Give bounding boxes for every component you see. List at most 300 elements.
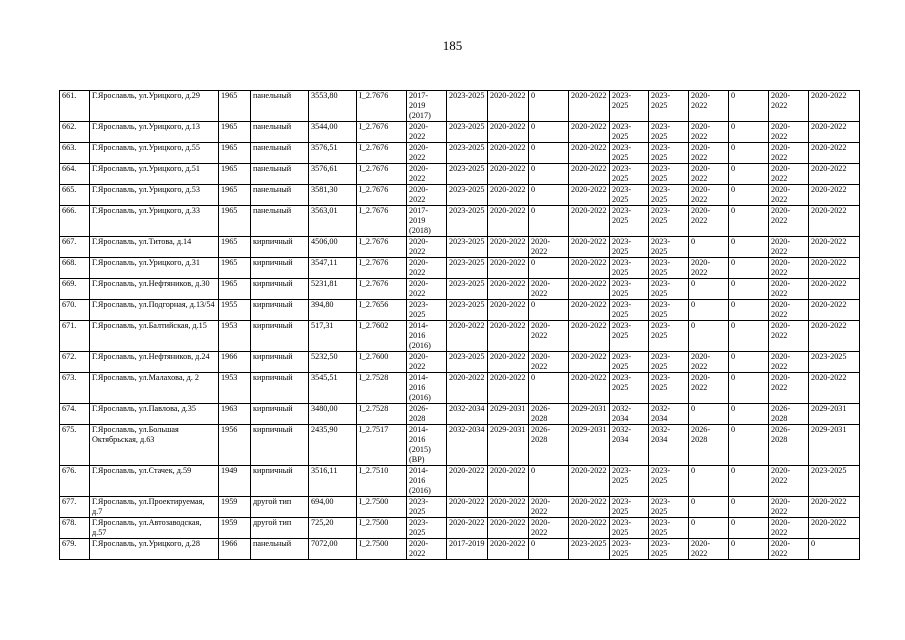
area-cell: 2435,90 bbox=[309, 425, 357, 466]
period-cell-8: 0 bbox=[689, 518, 729, 539]
year-cell: 1959 bbox=[219, 518, 251, 539]
period-cell-7: 2023-2025 bbox=[649, 122, 689, 143]
code-cell: I_2.7528 bbox=[357, 373, 407, 404]
code-cell: I_2.7676 bbox=[357, 206, 407, 237]
year-cell: 1953 bbox=[219, 373, 251, 404]
period-cell-10: 2020-2022 bbox=[769, 352, 809, 373]
period-cell-1: 2014-2016 (2015) (ВР) bbox=[407, 425, 447, 466]
year-cell: 1949 bbox=[219, 466, 251, 497]
period-cell-8: 2020-2022 bbox=[689, 143, 729, 164]
period-cell-1: 2020-2022 bbox=[407, 352, 447, 373]
period-cell-8: 0 bbox=[689, 321, 729, 352]
period-cell-10: 2020-2022 bbox=[769, 373, 809, 404]
period-cell-10: 2020-2022 bbox=[769, 143, 809, 164]
period-cell-2: 2023-2025 bbox=[447, 279, 488, 300]
year-cell: 1965 bbox=[219, 91, 251, 122]
period-cell-3: 2020-2022 bbox=[488, 279, 529, 300]
period-cell-1: 2017-2019 (2018) bbox=[407, 206, 447, 237]
table-row bbox=[60, 91, 860, 122]
period-cell-11: 2020-2022 bbox=[809, 185, 860, 206]
code-cell: I_2.7676 bbox=[357, 258, 407, 279]
period-cell-2: 2023-2025 bbox=[447, 352, 488, 373]
address-cell: Г.Ярославль, ул.Урицкого, д.33 bbox=[90, 206, 219, 237]
period-cell-11: 2020-2022 bbox=[809, 279, 860, 300]
period-cell-11: 2020-2022 bbox=[809, 143, 860, 164]
period-cell-2: 2020-2022 bbox=[447, 466, 488, 497]
code-cell: I_2.7602 bbox=[357, 321, 407, 352]
period-cell-11: 2023-2025 bbox=[809, 466, 860, 497]
period-cell-1: 2014-2016 (2016) bbox=[407, 466, 447, 497]
period-cell-1: 2020-2022 bbox=[407, 143, 447, 164]
period-cell-5: 2020-2022 bbox=[569, 373, 610, 404]
period-cell-10: 2020-2022 bbox=[769, 466, 809, 497]
period-cell-10: 2020-2022 bbox=[769, 237, 809, 258]
row-number: 661. bbox=[60, 91, 90, 122]
code-cell: I_2.7600 bbox=[357, 352, 407, 373]
period-cell-7: 2023-2025 bbox=[649, 539, 689, 560]
area-cell: 3581,30 bbox=[309, 185, 357, 206]
material-cell: кирпичный bbox=[251, 373, 309, 404]
period-cell-3: 2020-2022 bbox=[488, 352, 529, 373]
period-cell-2: 2023-2025 bbox=[447, 91, 488, 122]
period-cell-11: 2023-2025 bbox=[809, 352, 860, 373]
period-cell-11: 2029-2031 bbox=[809, 404, 860, 425]
period-cell-5: 2020-2022 bbox=[569, 518, 610, 539]
period-cell-2: 2020-2022 bbox=[447, 373, 488, 404]
period-cell-8: 2026-2028 bbox=[689, 425, 729, 466]
table-row bbox=[60, 404, 860, 425]
building-repair-table bbox=[59, 90, 860, 560]
period-cell-1: 2020-2022 bbox=[407, 185, 447, 206]
period-cell-9: 0 bbox=[729, 518, 769, 539]
area-cell: 7072,00 bbox=[309, 539, 357, 560]
period-cell-10: 2020-2022 bbox=[769, 164, 809, 185]
period-cell-3: 2020-2022 bbox=[488, 91, 529, 122]
period-cell-3: 2020-2022 bbox=[488, 518, 529, 539]
period-cell-5: 2020-2022 bbox=[569, 91, 610, 122]
period-cell-10: 2020-2022 bbox=[769, 258, 809, 279]
code-cell: I_2.7676 bbox=[357, 164, 407, 185]
period-cell-5: 2029-2031 bbox=[569, 425, 610, 466]
period-cell-4: 2020-2022 bbox=[529, 518, 569, 539]
table-row bbox=[60, 321, 860, 352]
table-row bbox=[60, 185, 860, 206]
period-cell-1: 2020-2022 bbox=[407, 164, 447, 185]
period-cell-7: 2023-2025 bbox=[649, 518, 689, 539]
period-cell-6: 2023-2025 bbox=[610, 258, 649, 279]
period-cell-10: 2020-2022 bbox=[769, 539, 809, 560]
period-cell-9: 0 bbox=[729, 425, 769, 466]
address-cell: Г.Ярославль, ул.Малахова, д. 2 bbox=[90, 373, 219, 404]
row-number: 671. bbox=[60, 321, 90, 352]
period-cell-8: 0 bbox=[689, 300, 729, 321]
period-cell-2: 2023-2025 bbox=[447, 258, 488, 279]
period-cell-8: 2020-2022 bbox=[689, 122, 729, 143]
table-row bbox=[60, 466, 860, 497]
period-cell-10: 2020-2022 bbox=[769, 279, 809, 300]
period-cell-9: 0 bbox=[729, 206, 769, 237]
code-cell: I_2.7676 bbox=[357, 143, 407, 164]
period-cell-11: 2020-2022 bbox=[809, 237, 860, 258]
row-number: 679. bbox=[60, 539, 90, 560]
period-cell-2: 2020-2022 bbox=[447, 321, 488, 352]
row-number: 676. bbox=[60, 466, 90, 497]
period-cell-1: 2023-2025 bbox=[407, 497, 447, 518]
period-cell-1: 2023-2025 bbox=[407, 518, 447, 539]
area-cell: 725,20 bbox=[309, 518, 357, 539]
period-cell-8: 2020-2022 bbox=[689, 352, 729, 373]
period-cell-8: 2020-2022 bbox=[689, 164, 729, 185]
period-cell-9: 0 bbox=[729, 185, 769, 206]
period-cell-4: 2020-2022 bbox=[529, 279, 569, 300]
table-row bbox=[60, 237, 860, 258]
period-cell-10: 2026-2028 bbox=[769, 425, 809, 466]
period-cell-10: 2020-2022 bbox=[769, 497, 809, 518]
period-cell-1: 2023-2025 bbox=[407, 300, 447, 321]
period-cell-3: 2020-2022 bbox=[488, 237, 529, 258]
address-cell: Г.Ярославль, ул.Проектируемая, д.7 bbox=[90, 497, 219, 518]
year-cell: 1965 bbox=[219, 258, 251, 279]
material-cell: панельный bbox=[251, 539, 309, 560]
area-cell: 5232,50 bbox=[309, 352, 357, 373]
period-cell-5: 2020-2022 bbox=[569, 497, 610, 518]
period-cell-2: 2023-2025 bbox=[447, 164, 488, 185]
period-cell-6: 2032-2034 bbox=[610, 404, 649, 425]
area-cell: 517,31 bbox=[309, 321, 357, 352]
period-cell-5: 2020-2022 bbox=[569, 237, 610, 258]
period-cell-1: 2017-2019 (2017) bbox=[407, 91, 447, 122]
material-cell: другой тип bbox=[251, 518, 309, 539]
period-cell-7: 2023-2025 bbox=[649, 91, 689, 122]
address-cell: Г.Ярославль, ул.Урицкого, д.55 bbox=[90, 143, 219, 164]
period-cell-4: 0 bbox=[529, 164, 569, 185]
period-cell-11: 2029-2031 bbox=[809, 425, 860, 466]
material-cell: кирпичный bbox=[251, 466, 309, 497]
period-cell-11: 2020-2022 bbox=[809, 300, 860, 321]
period-cell-4: 2026-2028 bbox=[529, 404, 569, 425]
period-cell-9: 0 bbox=[729, 373, 769, 404]
period-cell-3: 2020-2022 bbox=[488, 466, 529, 497]
period-cell-5: 2020-2022 bbox=[569, 466, 610, 497]
period-cell-1: 2014-2016 (2016) bbox=[407, 373, 447, 404]
period-cell-6: 2023-2025 bbox=[610, 300, 649, 321]
table-row bbox=[60, 122, 860, 143]
code-cell: I_2.7500 bbox=[357, 539, 407, 560]
table-row bbox=[60, 518, 860, 539]
period-cell-2: 2023-2025 bbox=[447, 237, 488, 258]
period-cell-3: 2020-2022 bbox=[488, 258, 529, 279]
period-cell-1: 2020-2022 bbox=[407, 279, 447, 300]
year-cell: 1966 bbox=[219, 352, 251, 373]
period-cell-5: 2020-2022 bbox=[569, 300, 610, 321]
row-number: 678. bbox=[60, 518, 90, 539]
address-cell: Г.Ярославль, ул.Павлова, д.35 bbox=[90, 404, 219, 425]
period-cell-4: 0 bbox=[529, 466, 569, 497]
period-cell-6: 2023-2025 bbox=[610, 185, 649, 206]
period-cell-4: 2020-2022 bbox=[529, 497, 569, 518]
period-cell-8: 2020-2022 bbox=[689, 206, 729, 237]
area-cell: 4506,00 bbox=[309, 237, 357, 258]
period-cell-7: 2032-2034 bbox=[649, 425, 689, 466]
year-cell: 1963 bbox=[219, 404, 251, 425]
area-cell: 394,80 bbox=[309, 300, 357, 321]
period-cell-6: 2032-2034 bbox=[610, 425, 649, 466]
material-cell: панельный bbox=[251, 143, 309, 164]
area-cell: 3544,00 bbox=[309, 122, 357, 143]
year-cell: 1965 bbox=[219, 143, 251, 164]
address-cell: Г.Ярославль, ул.Балтийская, д.15 bbox=[90, 321, 219, 352]
table-row bbox=[60, 300, 860, 321]
period-cell-3: 2020-2022 bbox=[488, 321, 529, 352]
period-cell-5: 2020-2022 bbox=[569, 206, 610, 237]
period-cell-8: 2020-2022 bbox=[689, 539, 729, 560]
row-number: 663. bbox=[60, 143, 90, 164]
row-number: 673. bbox=[60, 373, 90, 404]
period-cell-5: 2020-2022 bbox=[569, 258, 610, 279]
period-cell-9: 0 bbox=[729, 497, 769, 518]
address-cell: Г.Ярославль, ул.Подгорная, д.13/54 bbox=[90, 300, 219, 321]
period-cell-7: 2023-2025 bbox=[649, 164, 689, 185]
address-cell: Г.Ярославль, ул.Урицкого, д.29 bbox=[90, 91, 219, 122]
period-cell-8: 0 bbox=[689, 497, 729, 518]
period-cell-3: 2020-2022 bbox=[488, 143, 529, 164]
period-cell-3: 2020-2022 bbox=[488, 373, 529, 404]
period-cell-4: 2026-2028 bbox=[529, 425, 569, 466]
period-cell-4: 0 bbox=[529, 185, 569, 206]
area-cell: 3516,11 bbox=[309, 466, 357, 497]
period-cell-10: 2020-2022 bbox=[769, 206, 809, 237]
material-cell: кирпичный bbox=[251, 237, 309, 258]
period-cell-4: 0 bbox=[529, 122, 569, 143]
period-cell-6: 2023-2025 bbox=[610, 122, 649, 143]
period-cell-3: 2029-2031 bbox=[488, 404, 529, 425]
period-cell-7: 2023-2025 bbox=[649, 143, 689, 164]
period-cell-7: 2032-2034 bbox=[649, 404, 689, 425]
period-cell-7: 2023-2025 bbox=[649, 321, 689, 352]
period-cell-6: 2023-2025 bbox=[610, 279, 649, 300]
period-cell-11: 2020-2022 bbox=[809, 206, 860, 237]
row-number: 675. bbox=[60, 425, 90, 466]
code-cell: I_2.7676 bbox=[357, 237, 407, 258]
row-number: 674. bbox=[60, 404, 90, 425]
period-cell-3: 2020-2022 bbox=[488, 539, 529, 560]
period-cell-2: 2023-2025 bbox=[447, 122, 488, 143]
row-number: 670. bbox=[60, 300, 90, 321]
table-row bbox=[60, 539, 860, 560]
period-cell-5: 2023-2025 bbox=[569, 539, 610, 560]
period-cell-9: 0 bbox=[729, 466, 769, 497]
period-cell-7: 2023-2025 bbox=[649, 466, 689, 497]
period-cell-7: 2023-2025 bbox=[649, 373, 689, 404]
period-cell-4: 2020-2022 bbox=[529, 352, 569, 373]
period-cell-8: 0 bbox=[689, 466, 729, 497]
period-cell-7: 2023-2025 bbox=[649, 185, 689, 206]
code-cell: I_2.7500 bbox=[357, 518, 407, 539]
year-cell: 1953 bbox=[219, 321, 251, 352]
period-cell-2: 2023-2025 bbox=[447, 300, 488, 321]
address-cell: Г.Ярославль, ул.Нефтяников, д.24 bbox=[90, 352, 219, 373]
period-cell-11: 0 bbox=[809, 539, 860, 560]
row-number: 677. bbox=[60, 497, 90, 518]
period-cell-9: 0 bbox=[729, 237, 769, 258]
period-cell-7: 2023-2025 bbox=[649, 300, 689, 321]
code-cell: I_2.7676 bbox=[357, 185, 407, 206]
year-cell: 1965 bbox=[219, 206, 251, 237]
year-cell: 1965 bbox=[219, 279, 251, 300]
period-cell-5: 2029-2031 bbox=[569, 404, 610, 425]
period-cell-9: 0 bbox=[729, 279, 769, 300]
table-row bbox=[60, 352, 860, 373]
period-cell-5: 2020-2022 bbox=[569, 352, 610, 373]
period-cell-1: 2026-2028 bbox=[407, 404, 447, 425]
period-cell-10: 2020-2022 bbox=[769, 91, 809, 122]
material-cell: кирпичный bbox=[251, 404, 309, 425]
address-cell: Г.Ярославль, ул.Урицкого, д.51 bbox=[90, 164, 219, 185]
page-number: 185 bbox=[442, 38, 463, 53]
code-cell: I_2.7676 bbox=[357, 122, 407, 143]
material-cell: кирпичный bbox=[251, 258, 309, 279]
area-cell: 3480,00 bbox=[309, 404, 357, 425]
code-cell: I_2.7500 bbox=[357, 497, 407, 518]
period-cell-11: 2020-2022 bbox=[809, 497, 860, 518]
period-cell-1: 2020-2022 bbox=[407, 122, 447, 143]
year-cell: 1965 bbox=[219, 164, 251, 185]
period-cell-4: 0 bbox=[529, 143, 569, 164]
period-cell-3: 2020-2022 bbox=[488, 206, 529, 237]
address-cell: Г.Ярославль, ул.Урицкого, д.28 bbox=[90, 539, 219, 560]
period-cell-9: 0 bbox=[729, 321, 769, 352]
period-cell-1: 2014-2016 (2016) bbox=[407, 321, 447, 352]
period-cell-10: 2020-2022 bbox=[769, 518, 809, 539]
period-cell-7: 2023-2025 bbox=[649, 206, 689, 237]
table-body bbox=[60, 91, 860, 560]
period-cell-11: 2020-2022 bbox=[809, 373, 860, 404]
area-cell: 3563,01 bbox=[309, 206, 357, 237]
area-cell: 694,00 bbox=[309, 497, 357, 518]
period-cell-11: 2020-2022 bbox=[809, 321, 860, 352]
area-cell: 3576,61 bbox=[309, 164, 357, 185]
table-row bbox=[60, 497, 860, 518]
period-cell-7: 2023-2025 bbox=[649, 279, 689, 300]
period-cell-7: 2023-2025 bbox=[649, 258, 689, 279]
period-cell-5: 2020-2022 bbox=[569, 143, 610, 164]
period-cell-2: 2023-2025 bbox=[447, 143, 488, 164]
code-cell: I_2.7517 bbox=[357, 425, 407, 466]
year-cell: 1965 bbox=[219, 185, 251, 206]
period-cell-3: 2020-2022 bbox=[488, 300, 529, 321]
table-row bbox=[60, 373, 860, 404]
period-cell-10: 2020-2022 bbox=[769, 321, 809, 352]
period-cell-3: 2020-2022 bbox=[488, 497, 529, 518]
period-cell-3: 2020-2022 bbox=[488, 164, 529, 185]
period-cell-9: 0 bbox=[729, 404, 769, 425]
period-cell-6: 2023-2025 bbox=[610, 539, 649, 560]
period-cell-6: 2023-2025 bbox=[610, 497, 649, 518]
area-cell: 3576,51 bbox=[309, 143, 357, 164]
material-cell: кирпичный bbox=[251, 321, 309, 352]
material-cell: панельный bbox=[251, 185, 309, 206]
period-cell-1: 2020-2022 bbox=[407, 258, 447, 279]
table-row bbox=[60, 279, 860, 300]
period-cell-9: 0 bbox=[729, 258, 769, 279]
period-cell-11: 2020-2022 bbox=[809, 164, 860, 185]
code-cell: I_2.7528 bbox=[357, 404, 407, 425]
material-cell: кирпичный bbox=[251, 425, 309, 466]
row-number: 665. bbox=[60, 185, 90, 206]
period-cell-10: 2020-2022 bbox=[769, 185, 809, 206]
period-cell-3: 2029-2031 bbox=[488, 425, 529, 466]
row-number: 667. bbox=[60, 237, 90, 258]
period-cell-5: 2020-2022 bbox=[569, 185, 610, 206]
period-cell-7: 2023-2025 bbox=[649, 497, 689, 518]
area-cell: 5231,81 bbox=[309, 279, 357, 300]
period-cell-5: 2020-2022 bbox=[569, 122, 610, 143]
period-cell-4: 2020-2022 bbox=[529, 237, 569, 258]
period-cell-5: 2020-2022 bbox=[569, 279, 610, 300]
table-row bbox=[60, 258, 860, 279]
code-cell: I_2.7510 bbox=[357, 466, 407, 497]
period-cell-4: 0 bbox=[529, 258, 569, 279]
period-cell-1: 2020-2022 bbox=[407, 237, 447, 258]
period-cell-10: 2020-2022 bbox=[769, 122, 809, 143]
period-cell-8: 0 bbox=[689, 237, 729, 258]
period-cell-11: 2020-2022 bbox=[809, 258, 860, 279]
material-cell: кирпичный bbox=[251, 300, 309, 321]
year-cell: 1965 bbox=[219, 122, 251, 143]
row-number: 669. bbox=[60, 279, 90, 300]
period-cell-2: 2023-2025 bbox=[447, 185, 488, 206]
period-cell-4: 0 bbox=[529, 373, 569, 404]
period-cell-8: 2020-2022 bbox=[689, 373, 729, 404]
material-cell: панельный bbox=[251, 164, 309, 185]
period-cell-6: 2023-2025 bbox=[610, 206, 649, 237]
code-cell: I_2.7676 bbox=[357, 279, 407, 300]
period-cell-4: 0 bbox=[529, 206, 569, 237]
code-cell: I_2.7676 bbox=[357, 91, 407, 122]
period-cell-2: 2017-2019 bbox=[447, 539, 488, 560]
period-cell-8: 0 bbox=[689, 404, 729, 425]
address-cell: Г.Ярославль, ул.Урицкого, д.31 bbox=[90, 258, 219, 279]
period-cell-2: 2020-2022 bbox=[447, 518, 488, 539]
address-cell: Г.Ярославль, ул.Урицкого, д.53 bbox=[90, 185, 219, 206]
period-cell-2: 2032-2034 bbox=[447, 425, 488, 466]
period-cell-6: 2023-2025 bbox=[610, 237, 649, 258]
period-cell-9: 0 bbox=[729, 164, 769, 185]
period-cell-10: 2026-2028 bbox=[769, 404, 809, 425]
material-cell: панельный bbox=[251, 91, 309, 122]
period-cell-1: 2020-2022 bbox=[407, 539, 447, 560]
period-cell-4: 2020-2022 bbox=[529, 321, 569, 352]
address-cell: Г.Ярославль, ул.Урицкого, д.13 bbox=[90, 122, 219, 143]
code-cell: I_2.7656 bbox=[357, 300, 407, 321]
address-cell: Г.Ярославль, ул.Нефтяников, д.30 bbox=[90, 279, 219, 300]
material-cell: кирпичный bbox=[251, 352, 309, 373]
row-number: 664. bbox=[60, 164, 90, 185]
period-cell-7: 2023-2025 bbox=[649, 237, 689, 258]
table-row bbox=[60, 206, 860, 237]
row-number: 668. bbox=[60, 258, 90, 279]
period-cell-2: 2023-2025 bbox=[447, 206, 488, 237]
table-row bbox=[60, 143, 860, 164]
period-cell-6: 2023-2025 bbox=[610, 518, 649, 539]
period-cell-4: 0 bbox=[529, 539, 569, 560]
address-cell: Г.Ярославль, ул.Большая Октябрьская, д.63 bbox=[90, 425, 219, 466]
period-cell-8: 2020-2022 bbox=[689, 185, 729, 206]
period-cell-11: 2020-2022 bbox=[809, 91, 860, 122]
period-cell-9: 0 bbox=[729, 352, 769, 373]
area-cell: 3545,51 bbox=[309, 373, 357, 404]
period-cell-9: 0 bbox=[729, 143, 769, 164]
